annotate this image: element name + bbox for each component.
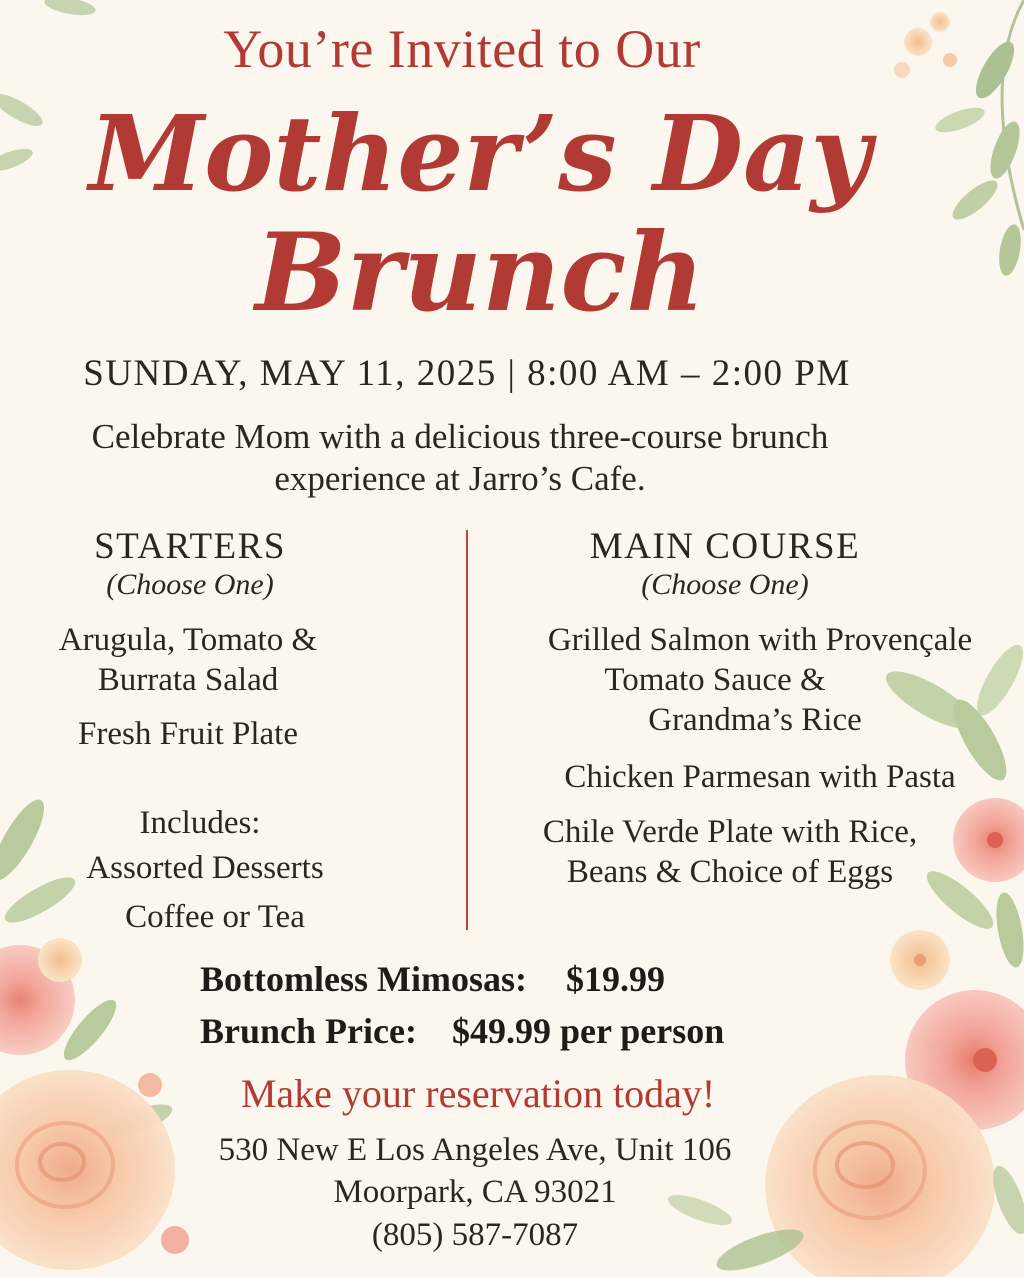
main-item-line: Grandma’s Rice [648,702,862,738]
main-item-line: Beans & Choice of Eggs [566,854,894,890]
event-date-line: SUNDAY, MAY 11, 2025 | 8:00 AM – 2:00 PM [83,353,851,394]
main-item-line: Grilled Salmon with Provençale [547,622,973,658]
address-line-2: Moorpark, CA 93021 [333,1174,617,1210]
brunch-price-value: $49.99 per person [451,1011,725,1051]
main-item-chicken [500,757,1020,797]
title-mothers-day: Mother’s Day [89,92,871,215]
brunch-price-row [200,1010,860,1052]
main-item-line: Chicken Parmesan with Pasta [564,759,956,795]
starter-item-salad [18,620,358,700]
mimosa-price: $19.99 [565,959,665,999]
intro-line-2: experience at Jarro’s Cafe. [274,459,646,498]
includes-label: Includes: [139,805,261,841]
intro-line-1: Celebrate Mom with a delicious three-course brunch [91,417,829,456]
starter-item-line: Burrata Salad [97,662,279,698]
starters-choose: (Choose One) [106,568,274,601]
menu-column-divider [466,530,468,930]
mimosa-label: Bottomless Mimosas: [200,959,527,999]
brunch-price-label: Brunch Price: [200,1011,417,1051]
main-course-heading: MAIN COURSE [589,526,861,567]
starter-item-line: Fresh Fruit Plate [78,716,298,752]
pink-flower-left [0,938,82,1055]
main-item-line: Chile Verde Plate with Rice, [542,814,918,850]
includes-item-coffee: Coffee or Tea [125,899,305,935]
starters-heading: STARTERS [94,526,286,567]
main-item-salmon [500,620,1020,740]
includes-item-desserts: Assorted Desserts [86,850,324,886]
starter-item-fruit [18,714,358,754]
title-brunch: Brunch [255,210,705,336]
mimosa-price-row [200,958,800,1000]
main-item-line: Tomato Sauce & [604,662,826,698]
apricot-flower-right [890,930,950,990]
main-item-chile-verde [480,812,980,892]
address-line-1: 530 New E Los Angeles Ave, Unit 106 [218,1132,732,1168]
starter-item-line: Arugula, Tomato & [58,622,318,658]
event-intro [20,416,900,500]
reservation-cta: Make your reservation today! [240,1071,716,1116]
invite-line: You’re Invited to Our [223,19,701,79]
phone-number: (805) 587-7087 [371,1217,579,1253]
main-course-choose: (Choose One) [641,568,809,601]
